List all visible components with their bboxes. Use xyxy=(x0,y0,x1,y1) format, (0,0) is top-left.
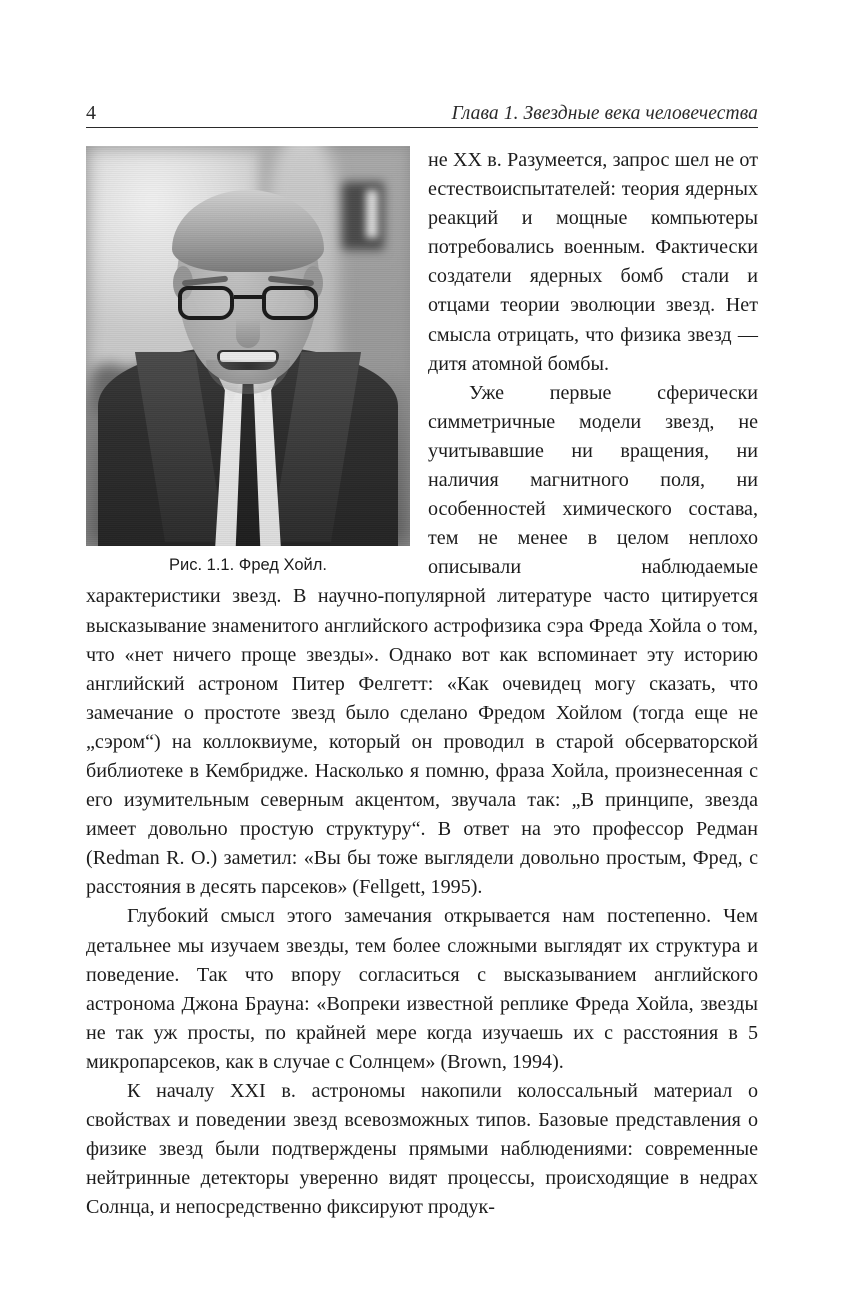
subject-nose xyxy=(236,318,260,348)
eyeglasses-icon xyxy=(178,286,318,322)
paragraph: Глубокий смысл этого замечания открывается нам постепенно. Чем детальнее мы изучаем звезды, тем более сложными выглядят их структура и поведение. Так что впору согласиться с высказыванием английского астронома Джона Брауна: «Вопреки известной реплике Фреда Хойла, звезды не так уж просты, по крайней мере когда изучаешь их с расстояния в 5 микропарсеков, как в случае с Солнцем» (Brown, 1994). xyxy=(86,905,758,1073)
photo-background-window-highlight xyxy=(366,190,377,238)
eyeglass-lens-left xyxy=(178,286,234,320)
portrait-photo xyxy=(86,146,410,546)
photo-background-window xyxy=(342,182,384,250)
page-body-text xyxy=(86,146,758,1222)
eyeglass-lens-right xyxy=(262,286,318,320)
page-number: 4 xyxy=(86,102,97,124)
figure-1-1 xyxy=(86,146,410,576)
paragraph: К началу XXI в. астрономы накопили колоссальный материал о свойствах и поведении звезд всевозможных типов. Базовые представления о физике звезд были подтверждены прямыми наблюдениями: современные нейтринные детекторы уверенно видят процессы, происходящие в недрах Солнца, и непосредственно фиксируют продук- xyxy=(86,1080,758,1219)
eyeglass-bridge xyxy=(234,295,262,299)
running-header xyxy=(86,92,758,128)
figure-caption: Рис. 1.1. Фред Хойл. xyxy=(169,556,327,574)
paragraph: Уже первые сферически симметричные модели звезд, не учитывавшие ни вращения, ни наличия магнитного поля, ни особенностей химического состава, тем не менее в целом неплохо описывали наблюдаемые характеристики звезд. В научно-популярной литературе часто цитируется высказывание знаменитого английского астрофизика сэра Фреда Хойла о том, что «нет ничего проще звезды». Однако вот как вспоминает эту историю английский астроном Питер Фелгетт: «Как очевидец могу сказать, что замечание о простоте звезд было сделано Фредом Хойлом (тогда еще не „сэром“) на коллоквиуме, который он проводил в старой обсерваторской библиотеке в Кембридже. Насколько я помню, фраза Хойла, произнесенная с его изумительным северным акцентом, звучала так: „В принципе, звезда имеет довольно простую структуру“. В ответ на это профессор Редман (Redman R. O.) заметил: «Вы бы тоже выглядели довольно простым, Фред, с расстояния в десять парсеков» (Fellgett, 1995). xyxy=(86,381,758,899)
paragraph: не XX в. Разумеется, запрос шел не от естествоиспытателей: теория ядерных реакций и мощные компьютеры потребовались военным. Фактически создатели ядерных бомб стали и отцами теории эволюции звезд. Нет смысла отрицать, что физика звезд — дитя атомной бомбы. xyxy=(428,149,758,375)
chapter-running-head: Глава 1. Звездные века человечества xyxy=(451,102,758,124)
